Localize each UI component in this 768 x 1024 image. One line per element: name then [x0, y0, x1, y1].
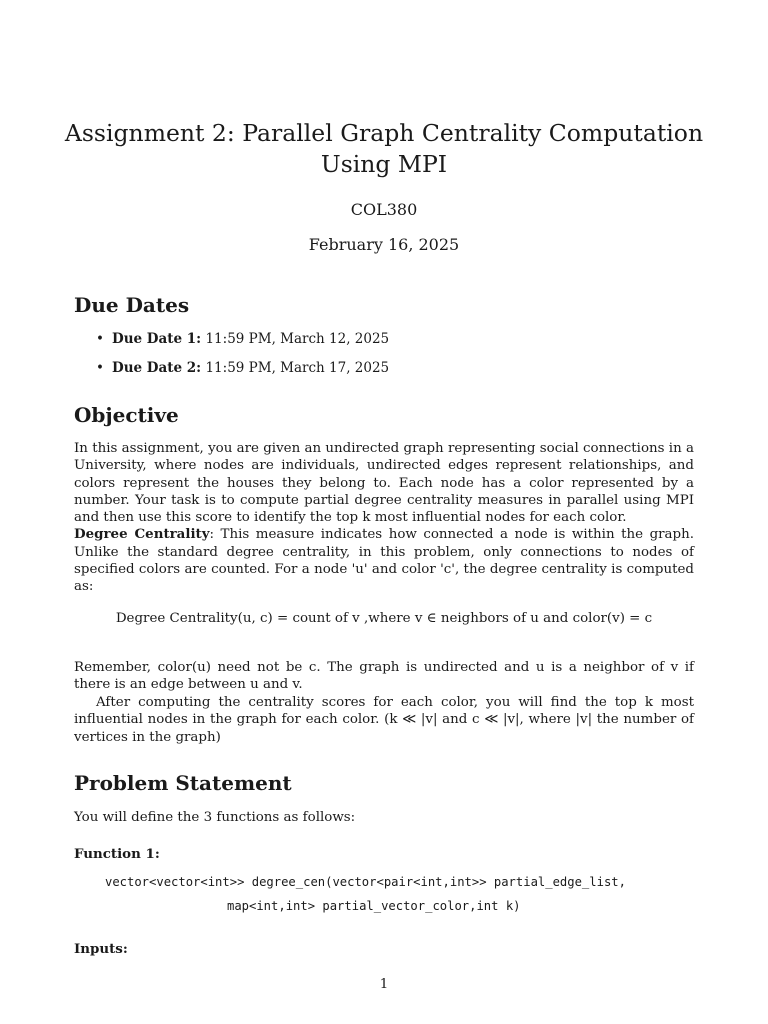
problem-intro: You will define the 3 functions as follows: — [74, 810, 356, 825]
due-date-value: 11:59 PM, March 12, 2025 — [205, 331, 390, 347]
bullet-icon: • — [96, 331, 104, 347]
bullet-icon: • — [96, 360, 104, 376]
objective-paragraph — [74, 440, 694, 596]
document-date: February 16, 2025 — [308, 235, 460, 254]
due-date-label: Due Date 2: — [112, 360, 202, 376]
function-signature-line-1: vector<vector<int>> degree_cen(vector<pair<int,int>> partial_edge_list, — [105, 875, 626, 889]
degree-centrality-term: Degree Centrality — [74, 526, 210, 543]
page-number: 1 — [379, 977, 389, 992]
course-code: COL380 — [350, 200, 418, 219]
due-dates-heading: Due Dates — [74, 293, 190, 317]
due-date-label: Due Date 1: — [112, 331, 202, 347]
function-1-label: Function 1: — [74, 846, 160, 862]
due-dates-list — [96, 329, 389, 387]
function-signature-line-2: map<int,int> partial_vector_color,int k) — [227, 899, 521, 913]
objective-text: In this assignment, you are given an undirected graph representing social connections in a University, where nodes are individuals, undirected edges represent relationships, and colors represent the houses they belong to. Each node has a color represented by a number. Your task is to compute partial degree centrality measures in parallel using MPI and then use this score to identify the top k most influential nodes for each color. — [74, 441, 694, 526]
problem-statement-heading: Problem Statement — [74, 771, 292, 795]
title-line-1: Assignment 2: Parallel Graph Centrality Computation — [64, 119, 704, 147]
title-line-2: Using MPI — [320, 150, 448, 178]
list-item — [96, 358, 389, 387]
objective-heading: Objective — [74, 403, 179, 427]
inputs-label: Inputs: — [74, 941, 128, 957]
color-note-paragraph: Remember, color(u) need not be c. The graph is undirected and u is a neighbor of v if there is an edge between u and v. — [74, 660, 694, 693]
list-item — [96, 329, 389, 358]
top-k-paragraph: After computing the centrality scores for each color, you will find the top k most influential nodes in the graph for each color. (k ≪ |v| and c ≪ |v|, where |v| the number of vertices in the graph) — [74, 695, 694, 745]
degree-centrality-definition: : This measure indicates how connected a node is within the graph. Unlike the standard degree centrality, in this problem, only connections to nodes of specified colors are counted. For a node 'u' and color 'c', the degree centrality is computed as: — [74, 527, 694, 595]
document-title — [60, 118, 708, 180]
due-date-value: 11:59 PM, March 17, 2025 — [205, 360, 390, 376]
centrality-equation: Degree Centrality(u, c) = count of v ,where v ∈ neighbors of u and color(v) = c — [115, 611, 653, 626]
